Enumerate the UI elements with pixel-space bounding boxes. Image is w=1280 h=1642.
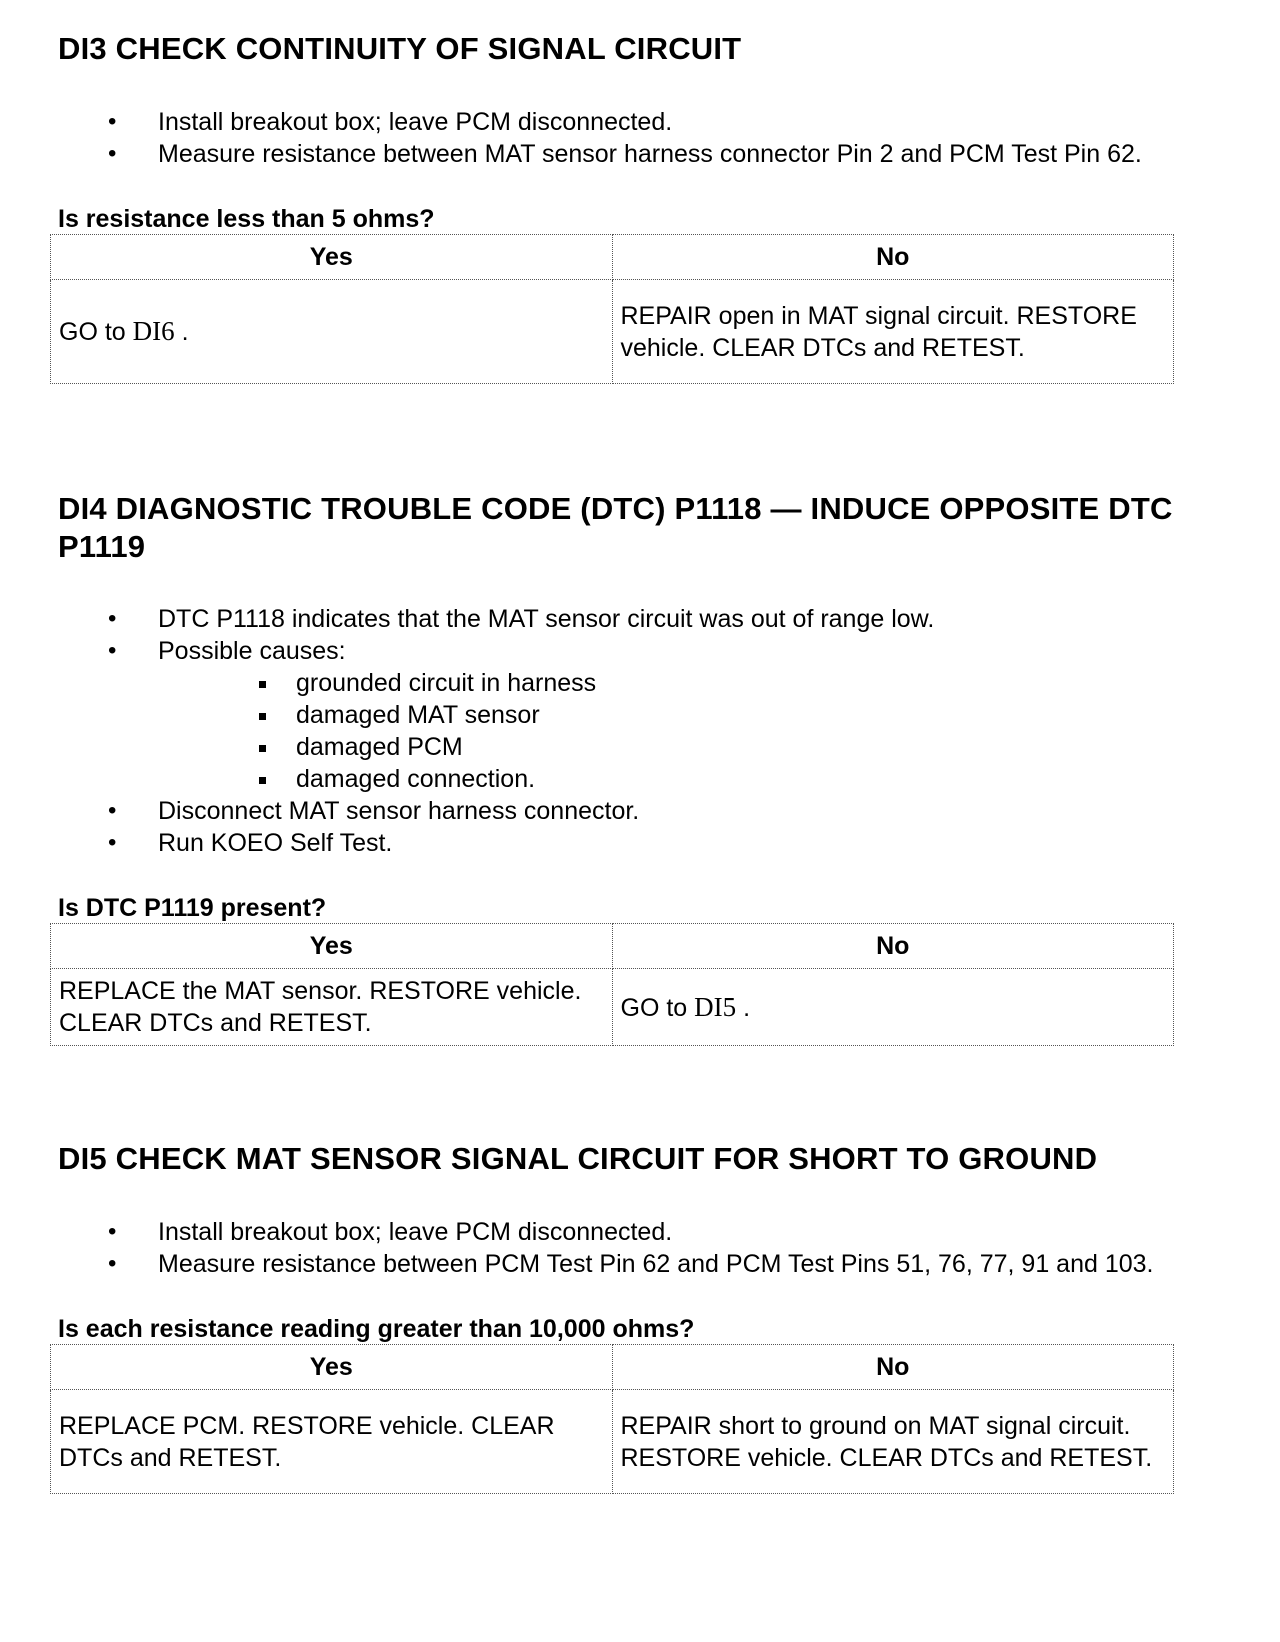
goto-suffix: . [743,993,751,1022]
sub-bullet-item: damaged connection. [198,763,1258,795]
no-header: No [612,235,1174,280]
goto-ref: DI5 [694,991,737,1022]
sub-bullet-item: grounded circuit in harness [198,667,1258,699]
sub-bullet-list [198,667,1258,795]
section-di5 [58,1140,1258,1494]
goto-suffix: . [181,318,189,346]
table-row [51,1390,1174,1494]
table-header-row [51,235,1174,280]
bullet-item: • Measure resistance between PCM Test Pin 62 and PCM Test Pins 51, 76, 77, 91 and 103. [58,1248,1258,1280]
no-header: No [612,924,1174,969]
table-header-row [51,1345,1174,1390]
bullet-item: • Disconnect MAT sensor harness connector. [58,795,1258,827]
goto-ref: DI6 [132,316,175,346]
bullet-item: • Run KOEO Self Test. [58,827,1258,859]
yes-header: Yes [51,1345,613,1390]
table-header-row [51,924,1174,969]
bullet-item: • DTC P1118 indicates that the MAT sensor circuit was out of range low. [58,603,1258,635]
bullet-list [58,106,1258,170]
bullet-list-continued [58,795,1258,859]
bullet-list [58,1216,1258,1280]
yes-header: Yes [51,235,613,280]
bullet-item [58,635,1258,667]
section-di3 [58,30,1258,384]
no-cell: REPAIR open in MAT signal circuit. RESTORE vehicle. CLEAR DTCs and RETEST. [612,280,1174,384]
bullet-item: • Install breakout box; leave PCM disconnected. [58,1216,1258,1248]
question-text: Is DTC P1119 present? [58,894,327,922]
question-text: Is each resistance reading greater than 10,000 ohms? [58,1315,695,1343]
goto-prefix: GO to [59,318,126,346]
no-header: No [612,1345,1174,1390]
no-cell: REPAIR short to ground on MAT signal circuit. RESTORE vehicle. CLEAR DTCs and RETEST. [612,1390,1174,1494]
goto-link[interactable] [59,318,189,346]
yes-header: Yes [51,924,613,969]
no-cell [612,969,1174,1046]
yes-cell [51,280,613,384]
goto-link[interactable] [620,991,751,1022]
section-title: DI4 DIAGNOSTIC TROUBLE CODE (DTC) P1118 — INDUCE OPPOSITE DTC P1119 [58,491,1173,564]
section-title: DI5 CHECK MAT SENSOR SIGNAL CIRCUIT FOR SHORT TO GROUND [58,1141,1098,1176]
bullet-item: • Measure resistance between MAT sensor harness connector Pin 2 and PCM Test Pin 62. [58,138,1258,170]
bullet-item: • Install breakout box; leave PCM disconnected. [58,106,1258,138]
sub-bullet-item: damaged MAT sensor [198,699,1258,731]
answer-table [50,923,1174,1046]
section-di4 [58,490,1258,1046]
section-title: DI3 CHECK CONTINUITY OF SIGNAL CIRCUIT [58,31,742,66]
table-row [51,280,1174,384]
table-row [51,969,1174,1046]
yes-cell: REPLACE the MAT sensor. RESTORE vehicle. CLEAR DTCs and RETEST. [51,969,613,1046]
goto-prefix: GO to [620,993,688,1022]
answer-table [50,234,1174,384]
sub-bullet-item: damaged PCM [198,731,1258,763]
question-text: Is resistance less than 5 ohms? [58,205,435,233]
yes-cell: REPLACE PCM. RESTORE vehicle. CLEAR DTCs and RETEST. [51,1390,613,1494]
bullet-list [58,603,1258,667]
bullet-text: Possible causes: [158,637,346,665]
answer-table [50,1344,1174,1494]
